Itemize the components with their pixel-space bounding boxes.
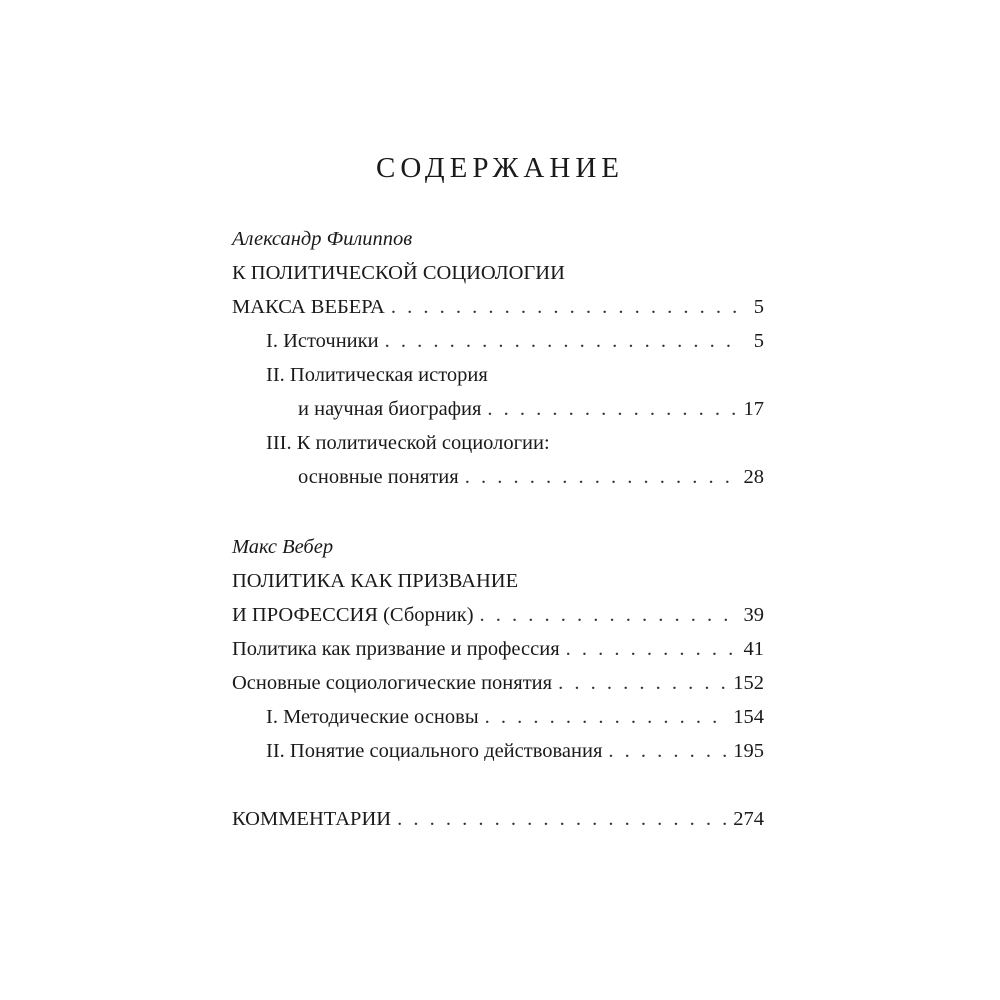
toc-entry-basic-concepts[interactable]: [232, 460, 764, 494]
page-number: 152: [733, 672, 764, 694]
toc-entry-section2-heading[interactable]: [232, 598, 764, 632]
page-number: 5: [753, 330, 764, 352]
dot-leader: [465, 460, 738, 494]
section-gap: [232, 768, 764, 802]
page-title: СОДЕРЖАНИЕ: [376, 152, 624, 184]
section1-heading-line1: К ПОЛИТИЧЕСКОЙ СОЦИОЛОГИИ: [232, 262, 565, 284]
toc-entry-political-history[interactable]: [232, 392, 764, 426]
dot-leader: [397, 802, 729, 836]
page-number: 17: [743, 398, 764, 420]
toc-entry-politics-vocation[interactable]: [232, 632, 764, 666]
page-number: 274: [733, 808, 764, 830]
dot-leader: [487, 392, 738, 426]
toc-entry-social-action[interactable]: [232, 734, 764, 768]
page-number: 154: [733, 706, 764, 728]
toc-entry-methodical-foundations[interactable]: [232, 700, 764, 734]
page-number: 28: [743, 466, 764, 488]
toc-entry-section1-heading[interactable]: [232, 290, 764, 324]
page-number: 39: [743, 604, 764, 626]
dot-leader: [480, 598, 738, 632]
section2-heading-line1: ПОЛИТИКА КАК ПРИЗВАНИЕ: [232, 570, 519, 592]
page-number: 41: [743, 638, 764, 660]
section2-author: Макс Вебер: [232, 536, 334, 558]
dot-leader: [391, 290, 738, 324]
page-number: 5: [753, 296, 764, 318]
entry-label-line2: и научная биография: [298, 398, 482, 420]
dot-leader: [608, 734, 729, 768]
entry-label-line2: основные понятия: [298, 466, 459, 488]
dot-leader: [566, 632, 738, 666]
entry-label: Политика как призвание и профессия: [232, 638, 560, 660]
entry-label-line1: III. К политической социологии:: [266, 432, 550, 454]
entry-label-line1: II. Политическая история: [266, 364, 488, 386]
table-of-contents: [232, 222, 764, 836]
entry-label: I. Источники: [266, 330, 379, 352]
entry-label: II. Понятие социального действования: [266, 740, 603, 762]
dot-leader: [485, 700, 730, 734]
section2-heading-line2: И ПРОФЕССИЯ (Сборник): [232, 604, 474, 626]
dot-leader: [558, 666, 729, 700]
section1-author: Александр Филиппов: [232, 228, 413, 250]
entry-label: I. Методические основы: [266, 706, 479, 728]
entry-label: Основные социологические понятия: [232, 672, 553, 694]
entry-label: КОММЕНТАРИИ: [232, 808, 392, 830]
section1-heading-line2: МАКСА ВЕБЕРА: [232, 296, 385, 318]
dot-leader: [385, 324, 738, 358]
toc-entry-sources[interactable]: [232, 324, 764, 358]
toc-entry-comments[interactable]: [232, 802, 764, 836]
toc-entry-sociological-concepts[interactable]: [232, 666, 764, 700]
section-gap: [232, 494, 764, 530]
page-number: 195: [733, 740, 764, 762]
